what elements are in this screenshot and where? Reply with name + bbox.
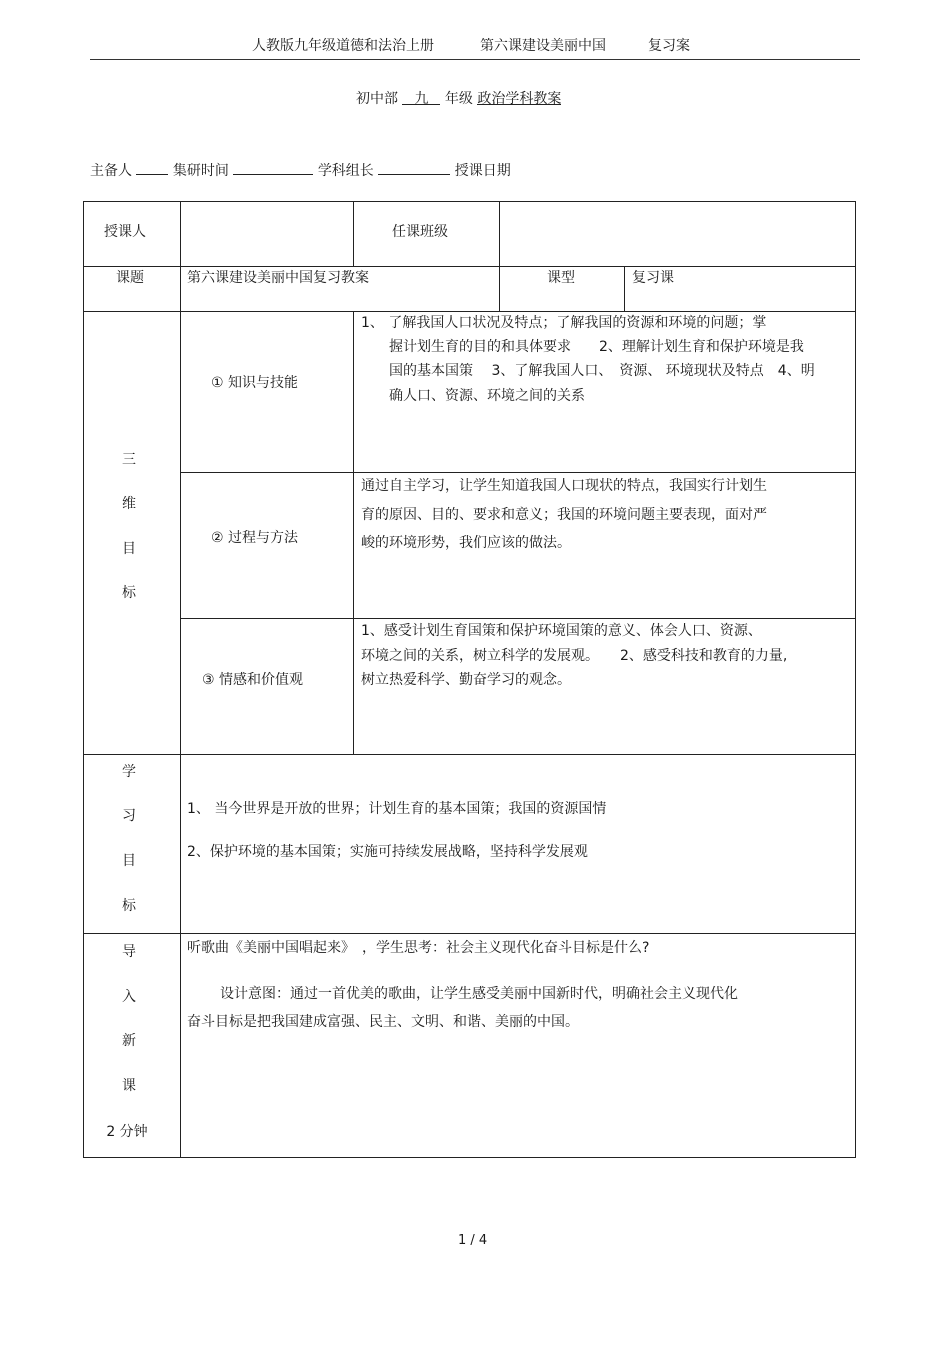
title-line [356, 88, 561, 108]
goal1-label: ① 知识与技能 [211, 375, 299, 391]
type-label: 课型 [547, 270, 575, 286]
intro-label-char: 导 [122, 944, 136, 960]
study-line: 1、 当今世界是开放的世界；计划生育的基本国策；我国的资源国情 [187, 801, 607, 817]
header-left: 人教版九年级道德和法治上册 [252, 38, 434, 54]
study-label-char: 学 [122, 764, 136, 780]
header-divider [90, 59, 860, 60]
goal2-line: 通过自主学习，让学生知道我国人口现状的特点，我国实行计划生 [361, 478, 767, 494]
topic-label: 课题 [116, 270, 144, 286]
study-line: 2、保护环境的基本国策；实施可持续发展战略，坚持科学发展观 [187, 844, 588, 860]
goal1-line: 1、 了解我国人口状况及特点；了解我国的资源和环境的问题；掌 [361, 315, 767, 331]
goal2-line: 育的原因、目的、要求和意义；我国的环境问题主要表现，面对严 [361, 507, 767, 523]
type-value: 复习课 [632, 270, 674, 286]
goal2-line: 峻的环境形势，我们应该的做法。 [361, 535, 571, 551]
header-middle: 第六课建设美丽中国 [480, 38, 606, 54]
goal3-line: 树立热爱科学、勤奋学习的观念。 [361, 672, 571, 688]
topic-value: 第六课建设美丽中国复习教案 [187, 270, 369, 286]
header-right: 复习案 [648, 38, 690, 54]
meta-preparer-blank [136, 158, 168, 175]
meta-preparer: 主备人 [90, 163, 132, 179]
title-grade-blank [402, 88, 440, 105]
goals-label-char: 标 [122, 585, 136, 601]
goal3-label: ③ 情感和价值观 [202, 672, 304, 688]
meta-line [90, 158, 511, 180]
meta-group-leader-blank [378, 158, 450, 175]
goals-label-char: 目 [122, 541, 136, 557]
goal1-line: 确人口、资源、环境之间的关系 [389, 388, 585, 404]
intro-label-char: 入 [122, 989, 136, 1005]
title-grade-suffix: 年级 [444, 91, 473, 107]
meta-research-time-blank [233, 158, 313, 175]
intro-duration: 2 分钟 [106, 1124, 148, 1140]
title-grade: 九 [414, 91, 429, 107]
meta-teach-date: 授课日期 [454, 163, 511, 179]
intro-label-char: 课 [122, 1078, 136, 1094]
title-subject: 政治学科教案 [477, 91, 562, 107]
goal3-line: 环境之间的关系，树立科学的发展观。 2、感受科技和教育的力量, [361, 648, 788, 664]
teacher-label: 授课人 [104, 224, 146, 240]
intro-line: 听歌曲《美丽中国唱起来》 ，学生思考：社会主义现代化奋斗目标是什么? [187, 940, 650, 956]
title-subject-blank [477, 88, 561, 105]
goal1-line: 握计划生育的目的和具体要求 2、理解计划生育和保护环境是我 [389, 339, 804, 355]
meta-group-leader: 学科组长 [317, 163, 374, 179]
goals-label-char: 三 [122, 452, 136, 468]
goal1-line: 国的基本国策 3、了解我国人口、 资源、 环境现状及特点 4、明 [389, 363, 815, 379]
study-label-char: 目 [122, 853, 136, 869]
goal2-label: ② 过程与方法 [211, 530, 299, 546]
meta-research-time: 集研时间 [172, 163, 229, 179]
study-label-char: 标 [122, 898, 136, 914]
class-label: 任课班级 [392, 224, 448, 240]
goals-label-char: 维 [122, 496, 136, 512]
intro-label-char: 新 [122, 1033, 136, 1049]
goal3-line: 1、感受计划生育国策和保护环境国策的意义、体会人口、资源、 [361, 623, 762, 639]
intro-design-line: 设计意图：通过一首优美的歌曲，让学生感受美丽中国新时代，明确社会主义现代化 [220, 986, 738, 1002]
study-label-char: 习 [122, 808, 136, 824]
title-prefix: 初中部 [356, 91, 398, 107]
intro-design-line: 奋斗目标是把我国建成富强、民主、文明、和谐、美丽的中国。 [187, 1014, 579, 1030]
page-number: 1 / 4 [458, 1233, 488, 1248]
